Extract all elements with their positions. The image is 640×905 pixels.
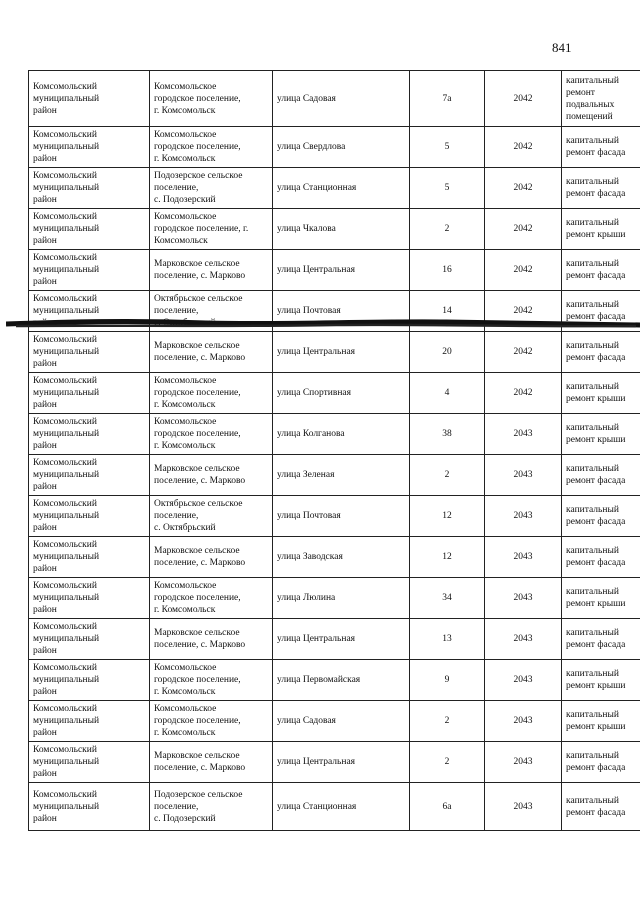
work-type-cell: капитальный ремонт крыши — [562, 578, 640, 619]
street-cell: улица Зеленая — [273, 455, 410, 496]
district-cell: Комсомольский муниципальный район — [29, 783, 150, 831]
year-cell: 2043 — [485, 414, 562, 455]
street-cell: улица Садовая — [273, 71, 410, 127]
table-row — [29, 127, 640, 168]
work-type-cell: капитальный ремонт крыши — [562, 414, 640, 455]
house-number-cell: 2 — [410, 742, 485, 783]
settlement-cell: Комсомольское городское поселение, г. Комсомольск — [150, 209, 273, 250]
year-cell: 2042 — [485, 127, 562, 168]
district-cell: Комсомольский муниципальный район — [29, 332, 150, 373]
work-type-cell: капитальный ремонт фасада — [562, 537, 640, 578]
table-row — [29, 455, 640, 496]
street-cell: улица Центральная — [273, 742, 410, 783]
street-cell: улица Центральная — [273, 619, 410, 660]
house-number-cell: 5 — [410, 168, 485, 209]
table-row — [29, 168, 640, 209]
street-cell: улица Свердлова — [273, 127, 410, 168]
district-cell: Комсомольский муниципальный район — [29, 660, 150, 701]
street-cell: улица Люлина — [273, 578, 410, 619]
house-number-cell: 14 — [410, 291, 485, 332]
year-cell: 2043 — [485, 783, 562, 831]
district-cell: Комсомольский муниципальный район — [29, 373, 150, 414]
table-row — [29, 373, 640, 414]
street-cell: улица Почтовая — [273, 291, 410, 332]
district-cell: Комсомольский муниципальный район — [29, 127, 150, 168]
settlement-cell: Марковское сельское поселение, с. Марково — [150, 619, 273, 660]
work-type-cell: капитальный ремонт подвальных помещений — [562, 71, 640, 127]
work-type-cell: капитальный ремонт крыши — [562, 209, 640, 250]
year-cell: 2043 — [485, 701, 562, 742]
street-cell: улица Станционная — [273, 783, 410, 831]
settlement-cell: Комсомольское городское поселение, г. Комсомольск — [150, 71, 273, 127]
house-number-cell: 2 — [410, 701, 485, 742]
table-row — [29, 71, 640, 127]
work-type-cell: капитальный ремонт крыши — [562, 660, 640, 701]
house-number-cell: 34 — [410, 578, 485, 619]
street-cell: улица Почтовая — [273, 496, 410, 537]
settlement-cell: Комсомольское городское поселение, г. Комсомольск — [150, 701, 273, 742]
house-number-cell: 4 — [410, 373, 485, 414]
settlement-cell: Комсомольское городское поселение, г. Комсомольск — [150, 660, 273, 701]
work-type-cell: капитальный ремонт крыши — [562, 701, 640, 742]
work-type-cell: капитальный ремонт фасада — [562, 455, 640, 496]
work-type-cell: капитальный ремонт фасада — [562, 332, 640, 373]
settlement-cell: Подозерское сельское поселение, с. Подозерский — [150, 168, 273, 209]
street-cell: улица Чкалова — [273, 209, 410, 250]
table-row — [29, 332, 640, 373]
table-row — [29, 660, 640, 701]
year-cell: 2042 — [485, 291, 562, 332]
work-type-cell: капитальный ремонт фасада — [562, 619, 640, 660]
work-type-cell: капитальный ремонт крыши — [562, 373, 640, 414]
house-number-cell: 16 — [410, 250, 485, 291]
work-type-cell: капитальный ремонт фасада — [562, 496, 640, 537]
table-row — [29, 742, 640, 783]
house-number-cell: 6а — [410, 783, 485, 831]
table-row — [29, 250, 640, 291]
settlement-cell: Комсомольское городское поселение, г. Комсомольск — [150, 127, 273, 168]
house-number-cell: 13 — [410, 619, 485, 660]
house-number-cell: 20 — [410, 332, 485, 373]
district-cell: Комсомольский муниципальный район — [29, 209, 150, 250]
district-cell: Комсомольский муниципальный район — [29, 250, 150, 291]
work-type-cell: капитальный ремонт фасада — [562, 168, 640, 209]
district-cell: Комсомольский муниципальный район — [29, 701, 150, 742]
house-number-cell: 2 — [410, 209, 485, 250]
street-cell: улица Спортивная — [273, 373, 410, 414]
table-row — [29, 619, 640, 660]
year-cell: 2043 — [485, 660, 562, 701]
street-cell: улица Садовая — [273, 701, 410, 742]
settlement-cell: Марковское сельское поселение, с. Марково — [150, 537, 273, 578]
district-cell: Комсомольский муниципальный район — [29, 578, 150, 619]
settlement-cell: Марковское сельское поселение, с. Марково — [150, 332, 273, 373]
district-cell: Комсомольский муниципальный район — [29, 537, 150, 578]
table-row — [29, 496, 640, 537]
street-cell: улица Колганова — [273, 414, 410, 455]
year-cell: 2042 — [485, 168, 562, 209]
house-number-cell: 9 — [410, 660, 485, 701]
settlement-cell: Октябрьское сельское поселение, с. Октябрьский — [150, 496, 273, 537]
year-cell: 2043 — [485, 578, 562, 619]
work-type-cell: капитальный ремонт фасада — [562, 291, 640, 332]
settlement-cell: Комсомольское городское поселение, г. Комсомольск — [150, 373, 273, 414]
page-number: 841 — [552, 40, 572, 55]
year-cell: 2043 — [485, 619, 562, 660]
settlement-cell: Октябрьское сельское поселение, с. Октябрьский — [150, 291, 273, 332]
year-cell: 2043 — [485, 537, 562, 578]
house-number-cell: 12 — [410, 496, 485, 537]
settlement-cell: Марковское сельское поселение, с. Марково — [150, 250, 273, 291]
work-type-cell: капитальный ремонт фасада — [562, 742, 640, 783]
district-cell: Комсомольский муниципальный район — [29, 455, 150, 496]
table-row — [29, 537, 640, 578]
district-cell: Комсомольский муниципальный район — [29, 71, 150, 127]
work-type-cell: капитальный ремонт фасада — [562, 127, 640, 168]
work-type-cell: капитальный ремонт фасада — [562, 783, 640, 831]
street-cell: улица Центральная — [273, 332, 410, 373]
year-cell: 2042 — [485, 250, 562, 291]
table-row — [29, 701, 640, 742]
street-cell: улица Заводская — [273, 537, 410, 578]
house-number-cell: 38 — [410, 414, 485, 455]
year-cell: 2042 — [485, 209, 562, 250]
street-cell: улица Первомайская — [273, 660, 410, 701]
street-cell: улица Центральная — [273, 250, 410, 291]
table-row — [29, 209, 640, 250]
work-type-cell: капитальный ремонт фасада — [562, 250, 640, 291]
year-cell: 2043 — [485, 496, 562, 537]
house-number-cell: 5 — [410, 127, 485, 168]
settlement-cell: Комсомольское городское поселение, г. Комсомольск — [150, 414, 273, 455]
repair-schedule-table — [28, 70, 640, 831]
table-row — [29, 783, 640, 831]
district-cell: Комсомольский муниципальный район — [29, 414, 150, 455]
district-cell: Комсомольский муниципальный район — [29, 496, 150, 537]
house-number-cell: 7а — [410, 71, 485, 127]
settlement-cell: Подозерское сельское поселение, с. Подозерский — [150, 783, 273, 831]
district-cell: Комсомольский муниципальный район — [29, 291, 150, 332]
year-cell: 2042 — [485, 71, 562, 127]
house-number-cell: 2 — [410, 455, 485, 496]
year-cell: 2042 — [485, 332, 562, 373]
house-number-cell: 12 — [410, 537, 485, 578]
settlement-cell: Марковское сельское поселение, с. Марково — [150, 742, 273, 783]
settlement-cell: Марковское сельское поселение, с. Марково — [150, 455, 273, 496]
settlement-cell: Комсомольское городское поселение, г. Комсомольск — [150, 578, 273, 619]
table-row — [29, 578, 640, 619]
street-cell: улица Станционная — [273, 168, 410, 209]
table-row — [29, 414, 640, 455]
table-row — [29, 291, 640, 332]
district-cell: Комсомольский муниципальный район — [29, 619, 150, 660]
year-cell: 2043 — [485, 455, 562, 496]
district-cell: Комсомольский муниципальный район — [29, 168, 150, 209]
table-body — [29, 71, 640, 831]
year-cell: 2043 — [485, 742, 562, 783]
district-cell: Комсомольский муниципальный район — [29, 742, 150, 783]
year-cell: 2042 — [485, 373, 562, 414]
